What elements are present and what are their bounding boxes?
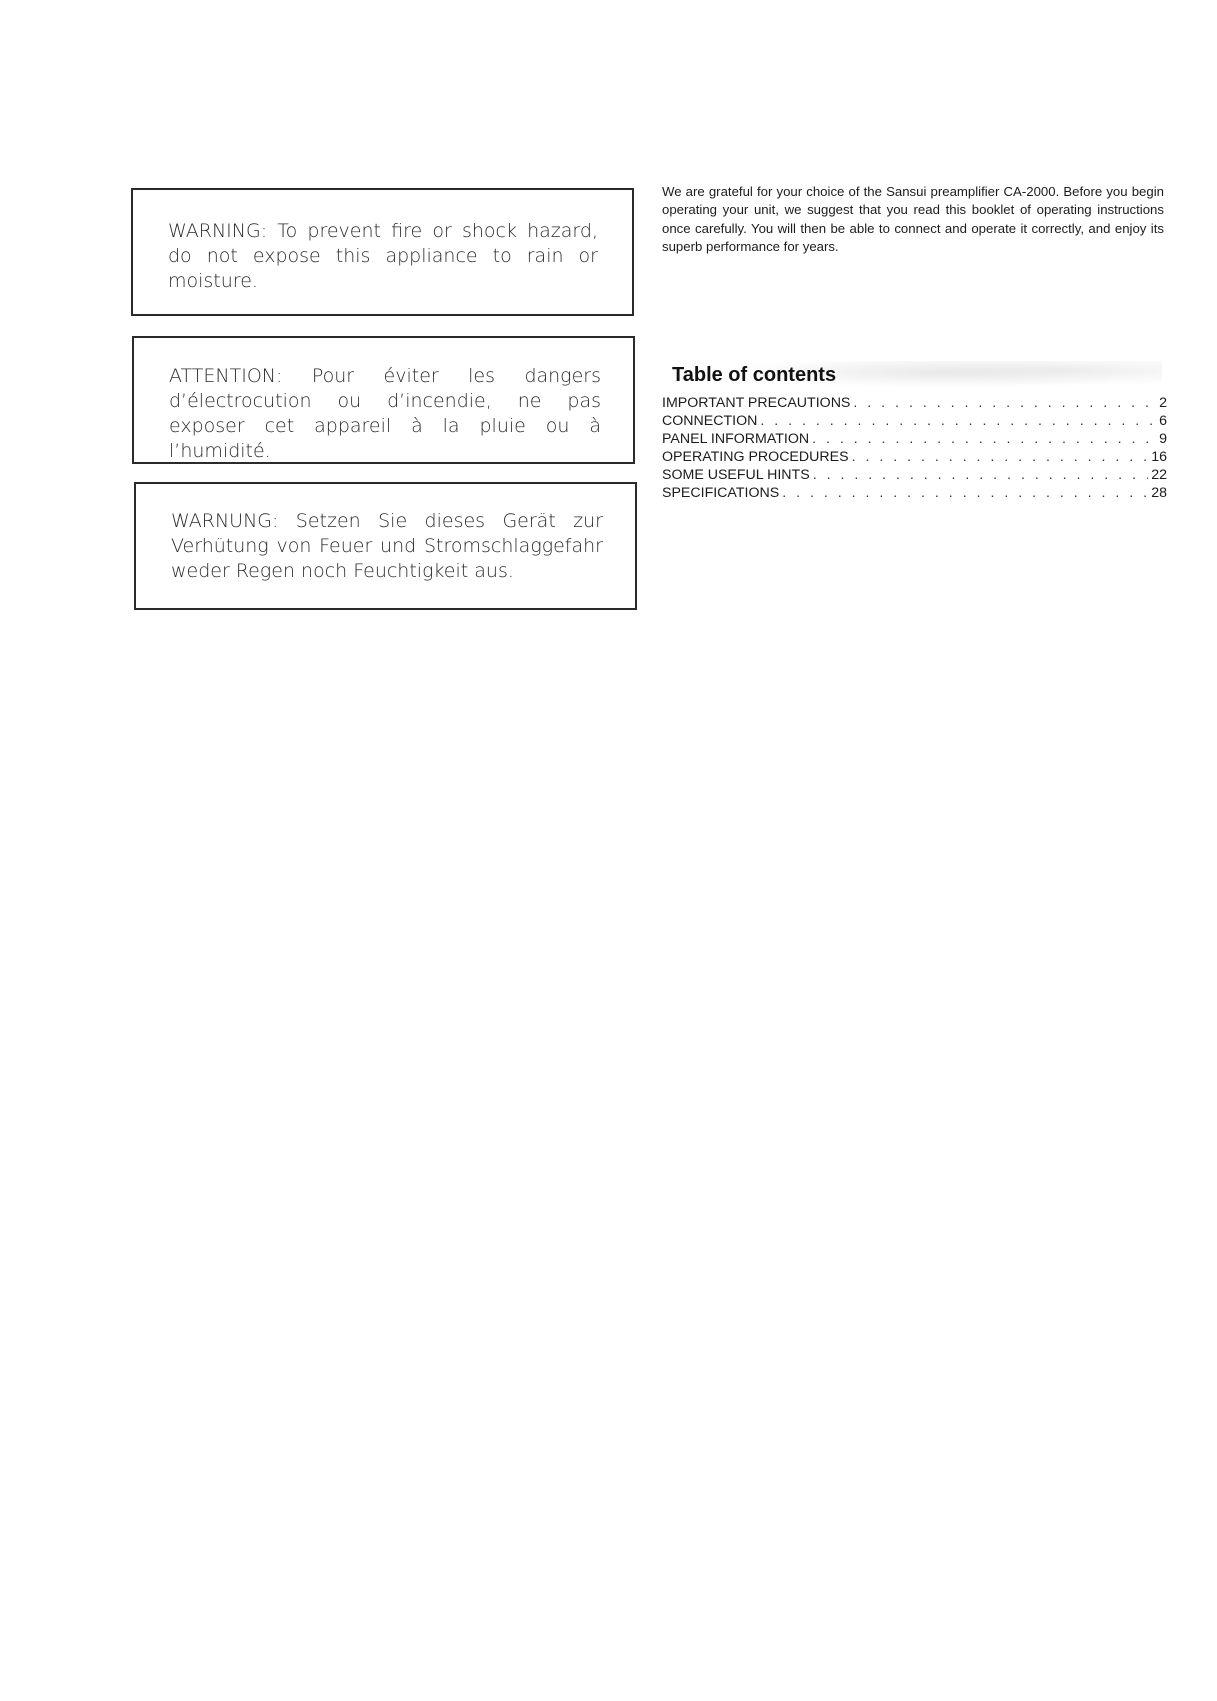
toc-entry-page: 6	[1159, 413, 1167, 430]
toc-entry	[662, 430, 1167, 448]
toc-dot-leader	[782, 484, 1148, 502]
toc-entry	[662, 484, 1167, 502]
toc-entry-title: CONNECTION	[662, 413, 758, 430]
toc-entry-page: 22	[1151, 467, 1167, 484]
toc-entry	[662, 412, 1167, 430]
toc-entry-page: 2	[1159, 395, 1167, 411]
toc-entry-title: IMPORTANT PRECAUTIONS	[662, 395, 851, 411]
toc-entry	[662, 448, 1167, 466]
table-of-contents	[662, 394, 1167, 503]
toc-entry-page: 16	[1151, 449, 1167, 466]
warning-box-english	[131, 188, 634, 316]
warning-box-german	[134, 482, 637, 610]
warning-text-german: WARNUNG: Setzen Sie dieses Gerät zur Verhütung von Feuer und Stromschlaggefahr weder Regen noch Feuchtigkeit aus.	[171, 510, 603, 582]
toc-heading: Table of contents	[672, 364, 837, 386]
toc-heading-band	[662, 361, 1162, 391]
toc-entry-title: SPECIFICATIONS	[662, 485, 780, 502]
toc-entry-page: 9	[1159, 431, 1167, 448]
warning-text-english: WARNING: To prevent fire or shock hazard, do not expose this appliance to rain or moisture.	[168, 220, 598, 292]
toc-entry-title: SOME USEFUL HINTS	[662, 467, 810, 484]
toc-dot-leader	[852, 448, 1149, 466]
toc-dot-leader	[812, 430, 1156, 448]
toc-dot-leader	[813, 466, 1149, 484]
toc-entry-title: PANEL INFORMATION	[662, 431, 810, 448]
toc-dot-leader	[853, 394, 1156, 412]
warning-text-french: ATTENTION: Pour éviter les dangers d’électrocution ou d’incendie, ne pas exposer cet appareil à la pluie ou à l’humidité.	[169, 365, 601, 462]
intro-paragraph: We are grateful for your choice of the Sansui preamplifier CA-2000. Before you begin operating your unit, we suggest that you read this booklet of operating instructions once carefully. You will then be able to connect and operate it correctly, and enjoy its superb performance for years.	[662, 184, 1164, 254]
toc-entry-title: OPERATING PROCEDURES	[662, 449, 849, 466]
toc-dot-leader	[760, 412, 1156, 430]
warning-box-french	[132, 336, 635, 464]
toc-entry	[662, 394, 1167, 412]
toc-entry	[662, 466, 1167, 484]
toc-entry-page: 28	[1151, 485, 1167, 502]
